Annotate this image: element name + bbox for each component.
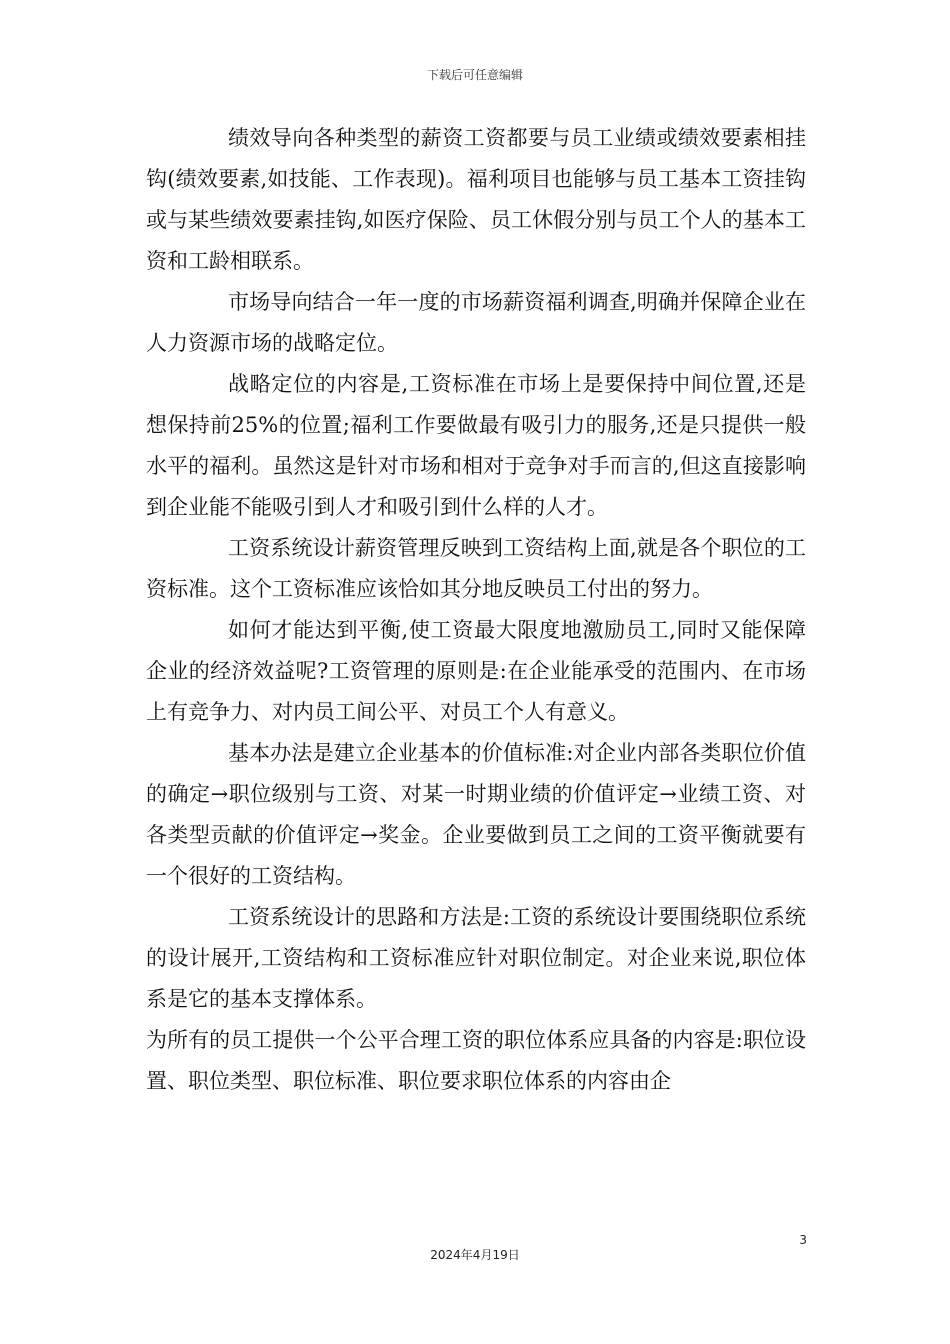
paragraph-design-approach: 工资系统设计的思路和方法是:工资的系统设计要围绕职位系统的设计展开,工资结构和工资标准应针对职位制定。对企业来说,职位体系是它的基本支撑体系。 (146, 905, 806, 1011)
paragraph-salary-system-design: 工资系统设计薪资管理反映到工资结构上面,就是各个职位的工资标准。这个工资标准应该恰如其分地反映员工付出的努力。 (146, 536, 806, 601)
paragraph-market-oriented: 市场导向结合一年一度的市场薪资福利调查,明确并保障企业在人力资源市场的战略定位。 (146, 290, 806, 355)
paragraph-performance-oriented: 绩效导向各种类型的薪资工资都要与员工业绩或绩效要素相挂钩(绩效要素,如技能、工作表现)。福利项目也能够与员工基本工资挂钩或与某些绩效要素挂钩,如医疗保险、员工休假分别与员工个人的基本工资和工龄相联系。 (146, 126, 806, 273)
paragraph-position-system: 为所有的员工提供一个公平合理工资的职位体系应具备的内容是:职位设置、职位类型、职位标准、职位要求职位体系的内容由企 (146, 1028, 806, 1093)
page-footer-date: 2024年4月19日 (430, 1248, 520, 1262)
page-header: 下载后可任意编辑 (426, 68, 523, 82)
document-body (146, 118, 806, 1102)
paragraph-strategic-positioning: 战略定位的内容是,工资标准在市场上是要保持中间位置,还是想保持前25%的位置;福利工作要做最有吸引力的服务,还是只提供一般水平的福利。虽然这是针对市场和相对于竞争对手而言的,但这直接影响到企业能不能吸引到人才和吸引到什么样的人才。 (146, 372, 806, 519)
page-number: 3 (799, 1233, 807, 1247)
paragraph-balance-principles: 如何才能达到平衡,使工资最大限度地激励员工,同时又能保障企业的经济效益呢?工资管理的原则是:在企业能承受的范围内、在市场上有竞争力、对内员工间公平、对员工个人有意义。 (146, 618, 806, 724)
paragraph-basic-method: 基本办法是建立企业基本的价值标准:对企业内部各类职位价值的确定→职位级别与工资、对某一时期业绩的价值评定→业绩工资、对各类型贡献的价值评定→奖金。企业要做到员工之间的工资平衡就要有一个很好的工资结构。 (146, 741, 806, 888)
